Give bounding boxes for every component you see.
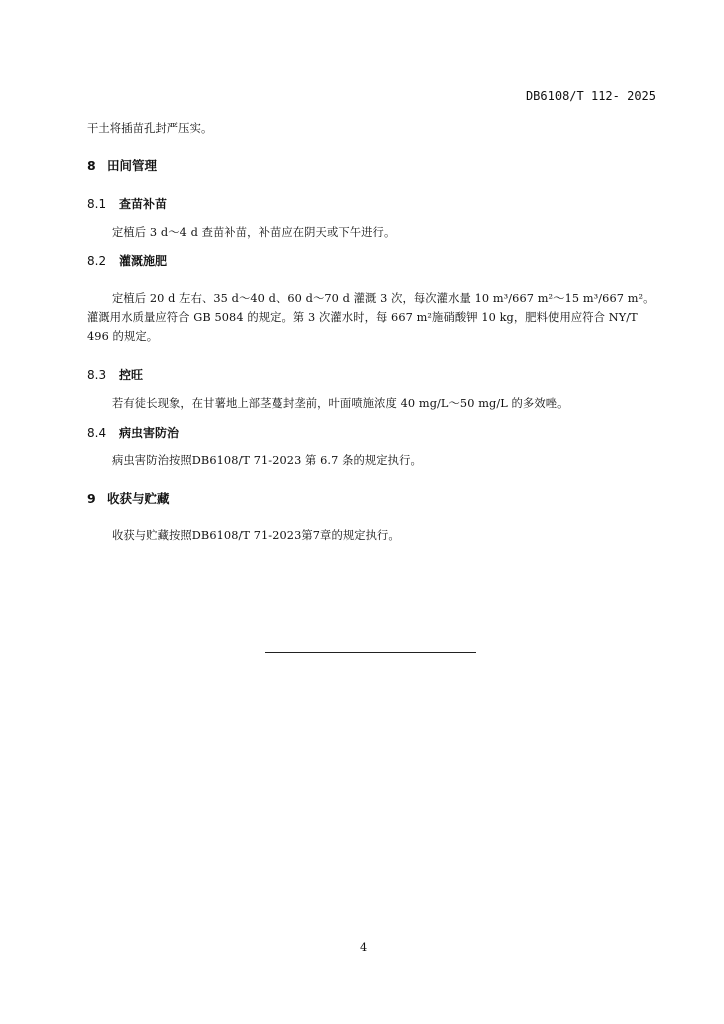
section-title: 灌溉施肥 (119, 254, 168, 268)
section-8-heading (87, 156, 157, 174)
section-number: 9 (87, 491, 96, 506)
section-8-3-text: 若有徒长现象，在甘薯地上部茎蔓封垄前，叶面喷施浓度 40 mg/L～50 mg/L 的多效唑。 (112, 397, 569, 410)
section-8-2-text-line-1: 定植后 20 d 左右、35 d～40 d、60 d～70 d 灌溉 3 次，每次灌水量 10 m³/667 m²～15 m³/667 m²。 (112, 292, 655, 305)
section-title: 控旺 (119, 368, 144, 382)
section-number: 8.2 (87, 254, 107, 268)
section-8-2-text-line-3: 496 的规定。 (87, 330, 159, 343)
section-title: 田间管理 (107, 158, 158, 173)
section-8-1-heading (87, 195, 167, 212)
section-title: 病虫害防治 (119, 426, 180, 440)
section-9-heading (87, 489, 170, 507)
section-8-3-heading (87, 366, 143, 383)
section-number: 8 (87, 158, 96, 173)
section-number: 8.1 (87, 197, 107, 211)
section-number: 8.4 (87, 426, 107, 440)
section-title: 查苗补苗 (119, 197, 168, 211)
section-8-4-heading (87, 424, 179, 441)
section-8-2-text-line-2: 灌溉用水质量应符合 GB 5084 的规定。第 3 次灌水时，每 667 m²施硝酸钾 10 kg，肥料使用应符合 NY/T (87, 311, 638, 324)
section-8-1-text: 定植后 3 d～4 d 查苗补苗，补苗应在阴天或下午进行。 (112, 226, 396, 239)
document-code-header: DB6108/T 112- 2025 (525, 89, 656, 103)
page-number: 4 (360, 941, 368, 954)
end-of-document-rule (265, 652, 476, 653)
section-8-2-heading (87, 252, 167, 269)
section-8-4-text: 病虫害防治按照DB6108/T 71-2023 第 6.7 条的规定执行。 (112, 454, 422, 467)
section-title: 收获与贮藏 (107, 491, 170, 506)
section-9-text: 收获与贮藏按照DB6108/T 71-2023第7章的规定执行。 (112, 529, 400, 542)
section-number: 8.3 (87, 368, 107, 382)
intro-line: 干土将插苗孔封严压实。 (87, 122, 213, 135)
